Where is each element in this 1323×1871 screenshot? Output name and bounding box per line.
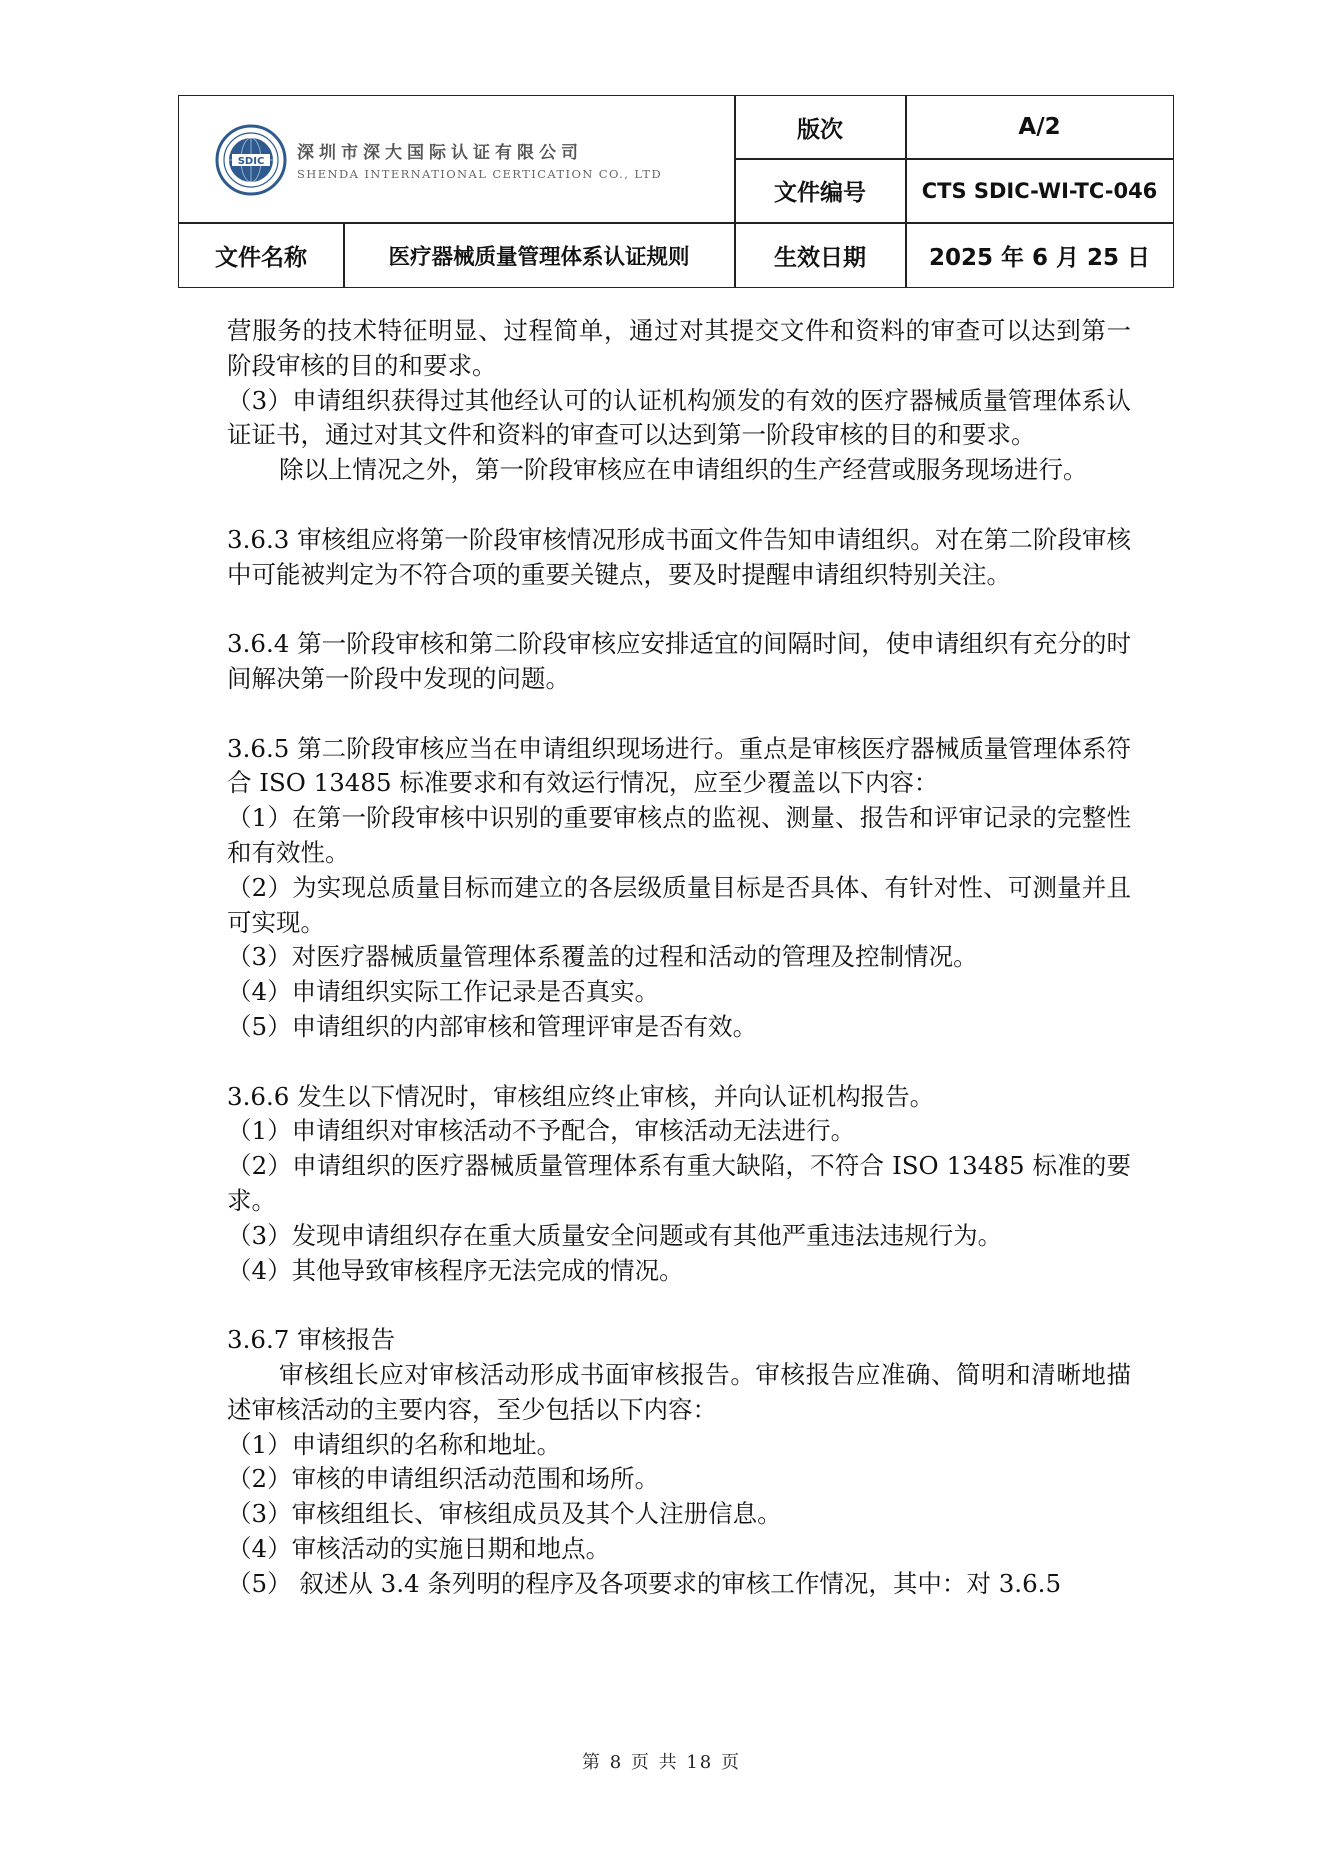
list-item: （3）审核组组长、审核组成员及其个人注册信息。 [227, 1499, 782, 1529]
list-item: （4）其他导致审核程序无法完成的情况。 [227, 1255, 684, 1285]
section-3-6-6-intro: 3.6.6 发生以下情况时，审核组应终止审核，并向认证机构报告。 [227, 1081, 935, 1111]
doc-name-value: 医疗器械质量管理体系认证规则 [388, 244, 690, 270]
list-item: （5） 叙述从 3.4 条列明的程序及各项要求的审核工作情况，其中：对 3.6.5 [227, 1568, 1062, 1598]
company-name-cn: 深圳市深大国际认证有限公司 [297, 143, 583, 163]
document-header-table [178, 95, 1174, 288]
list-item: （1）在第一阶段审核中识别的重要审核点的监视、测量、报告和评审记录的完整性和有效性。 [227, 803, 1131, 867]
effective-date-value: 2025 年 6 月 25 日 [928, 244, 1151, 271]
list-item: （2）申请组织的医疗器械质量管理体系有重大缺陷，不符合 ISO 13485 标准的要求。 [227, 1151, 1131, 1215]
section-3-6-7-title: 3.6.7 审核报告 [227, 1325, 396, 1355]
logo-mark-text: SDIC [237, 155, 265, 167]
section-3-6-7-intro: 审核组长应对审核活动形成书面审核报告。审核报告应准确、简明和清晰地描述审核活动的主要内容，至少包括以下内容： [227, 1359, 1131, 1424]
paragraph-continuation: 营服务的技术特征明显、过程简单，通过对其提交文件和资料的审查可以达到第一阶段审核的目的和要求。 [227, 316, 1131, 380]
section-3-6-3: 3.6.3 审核组应将第一阶段审核情况形成书面文件告知申请组织。对在第二阶段审核中可能被判定为不符合项的重要关键点，要及时提醒申请组织特别关注。 [227, 524, 1131, 589]
company-emblem-icon [215, 124, 287, 196]
doc-name-label: 文件名称 [215, 244, 307, 271]
version-value: A/2 [1018, 114, 1061, 140]
list-item: （1）申请组织的名称和地址。 [227, 1429, 562, 1459]
effective-date-label: 生效日期 [774, 244, 866, 271]
doc-number-value: CTS SDIC-WI-TC-046 [921, 178, 1158, 203]
list-item: （5）申请组织的内部审核和管理评审是否有效。 [227, 1011, 758, 1041]
list-item: （3）发现申请组织存在重大质量安全问题或有其他严重违法违规行为。 [227, 1220, 1003, 1250]
paragraph-item-3: （3）申请组织获得过其他经认可的认证机构颁发的有效的医疗器械质量管理体系认证证书，通过对其文件和资料的审查可以达到第一阶段审核的目的和要求。 [227, 385, 1131, 450]
company-name-en: SHENDA INTERNATIONAL CERTICATION CO., LTD [297, 167, 663, 181]
list-item: （1）申请组织对审核活动不予配合，审核活动无法进行。 [227, 1116, 856, 1146]
company-logo-block [179, 96, 735, 223]
section-3-6-4: 3.6.4 第一阶段审核和第二阶段审核应安排适宜的间隔时间，使申请组织有充分的时间解决第一阶段中发现的问题。 [227, 629, 1131, 693]
document-body [227, 314, 1131, 1601]
page-number: 第 8 页 共 18 页 [582, 1752, 741, 1773]
version-label: 版次 [797, 116, 843, 143]
list-item: （2）为实现总质量目标而建立的各层级质量目标是否具体、有针对性、可测量并且可实现。 [227, 872, 1131, 937]
list-item: （4）审核活动的实施日期和地点。 [227, 1533, 611, 1563]
list-item: （2）审核的申请组织活动范围和场所。 [227, 1464, 660, 1494]
section-3-6-5-intro: 3.6.5 第二阶段审核应当在申请组织现场进行。重点是审核医疗器械质量管理体系符合 ISO 13485 标准要求和有效运行情况，应至少覆盖以下内容： [227, 733, 1131, 798]
list-item: （3）对医疗器械质量管理体系覆盖的过程和活动的管理及控制情况。 [227, 942, 978, 972]
paragraph-onsite: 除以上情况之外，第一阶段审核应在申请组织的生产经营或服务现场进行。 [279, 455, 1088, 485]
list-item: （4）申请组织实际工作记录是否真实。 [227, 977, 660, 1007]
doc-number-label: 文件编号 [774, 180, 866, 206]
